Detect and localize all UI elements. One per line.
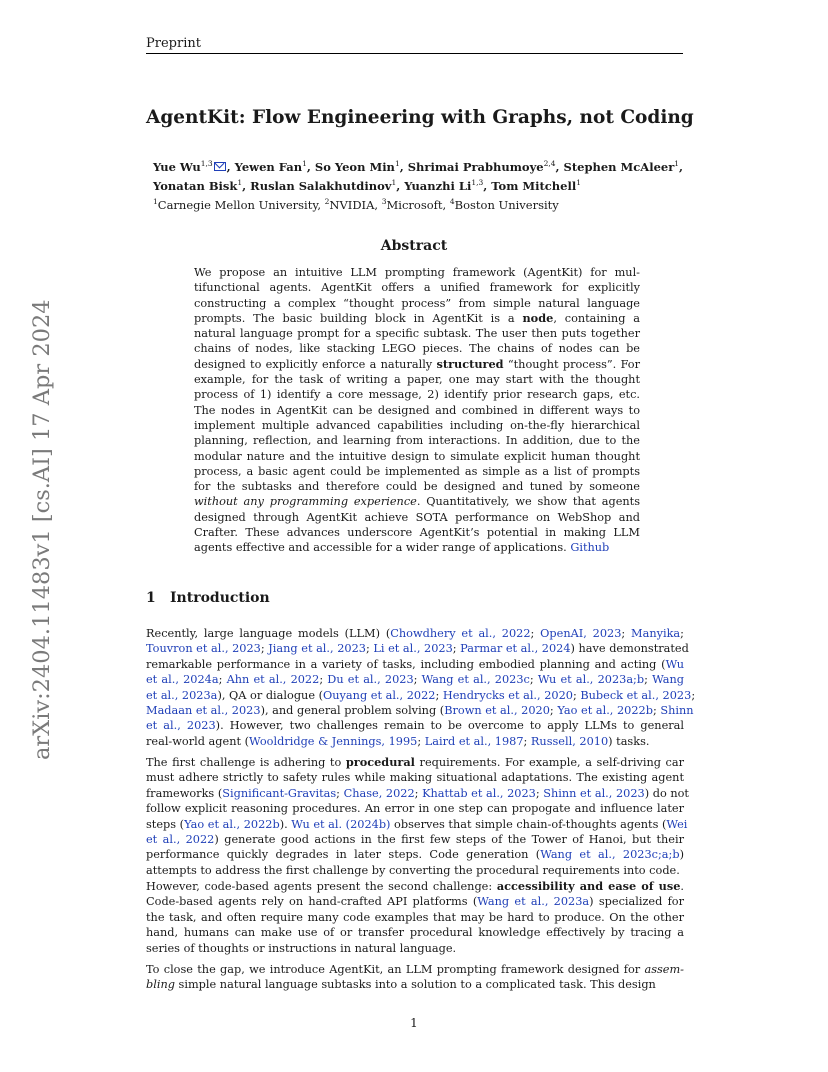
text-run: ; bbox=[417, 734, 425, 748]
citation-link[interactable]: Russell, 2010 bbox=[530, 734, 609, 748]
text-run: . bbox=[680, 880, 684, 893]
text-line bbox=[146, 977, 684, 992]
text-run: process, a basic agent could be implemented as simple as a list of prompts bbox=[194, 464, 640, 478]
text-line bbox=[194, 494, 640, 509]
text-run: ; bbox=[621, 627, 632, 640]
text-run: ) specialized for bbox=[589, 895, 684, 909]
text-run: ; bbox=[652, 704, 661, 718]
emphasis-bold: structured bbox=[436, 356, 504, 371]
citation-link[interactable]: Shinn bbox=[660, 704, 694, 718]
author-name: Yuanzhi Li bbox=[404, 179, 472, 193]
text-line bbox=[194, 510, 640, 525]
text-line bbox=[146, 925, 684, 940]
text-run: ) tasks. bbox=[608, 734, 650, 748]
text-run: prompts. The basic building block in AgentKit is a bbox=[194, 311, 523, 325]
affiliation-marker: 4 bbox=[449, 197, 455, 206]
affiliation-line bbox=[153, 196, 693, 215]
text-run: ; bbox=[365, 642, 374, 656]
text-line bbox=[146, 703, 694, 718]
text-line bbox=[194, 372, 640, 387]
text-line bbox=[194, 418, 640, 433]
author-name: Yewen Fan bbox=[234, 160, 303, 174]
text-run: designed to explicitly enforce a naturally bbox=[194, 357, 437, 371]
citation-link[interactable]: Laird et al., 1987 bbox=[424, 734, 524, 748]
citation-link[interactable]: Wooldridge & Jennings, 1995 bbox=[249, 734, 418, 748]
citation-link[interactable]: Significant-Gravitas bbox=[222, 786, 337, 800]
citation-link[interactable]: Bubeck et al., 2023 bbox=[580, 688, 692, 702]
text-run: ; bbox=[535, 786, 544, 800]
text-run: modular nature and the intuitive design to simulate explicit human thought bbox=[194, 449, 640, 463]
affiliation-marker: 2 bbox=[324, 197, 330, 206]
envelope-icon[interactable] bbox=[214, 162, 226, 171]
text-run: frameworks ( bbox=[146, 786, 223, 800]
emphasis-bold: node bbox=[522, 310, 554, 325]
text-line bbox=[146, 879, 684, 894]
citation-link[interactable]: Wu et al. (2024b) bbox=[291, 817, 391, 831]
affiliation-marker: 2,4 bbox=[543, 159, 556, 168]
text-line bbox=[146, 847, 684, 862]
text-run: remarkable performance in a variety of tasks, including embodied planning and acting ( bbox=[146, 657, 666, 671]
text-run: . Quantitatively, we show that agents bbox=[416, 495, 640, 509]
affiliation-marker: 3 bbox=[381, 197, 387, 206]
abstract-heading: Abstract bbox=[380, 238, 448, 254]
text-run: ; bbox=[218, 673, 227, 687]
text-line bbox=[146, 817, 688, 832]
author-name: Yue Wu bbox=[153, 160, 201, 174]
text-line bbox=[194, 326, 640, 341]
text-run: must adhere strictly to safety rules while making situational adaptations. The existing agent bbox=[146, 771, 684, 785]
separator: , bbox=[679, 160, 684, 174]
text-line bbox=[146, 801, 684, 816]
text-run: tifunctional agents. AgentKit offers a unified framework for explicitly bbox=[194, 281, 640, 295]
author-line bbox=[153, 177, 693, 196]
text-run: designed through AgentKit achieve SOTA performance on WebShop and bbox=[194, 510, 640, 524]
citation-link[interactable]: Madaan et al., 2023 bbox=[146, 704, 261, 718]
text-line bbox=[146, 718, 684, 733]
separator: , bbox=[399, 160, 408, 174]
text-run: planning, reflection, and learning from interactions. In addition, due to the bbox=[194, 434, 640, 448]
text-run: series of thoughts or instructions in natural language. bbox=[146, 941, 457, 955]
text-line bbox=[146, 641, 689, 656]
separator: , bbox=[483, 179, 492, 193]
body-paragraph bbox=[146, 755, 689, 878]
text-line bbox=[146, 894, 684, 909]
text-run: ; bbox=[260, 642, 269, 656]
text-line bbox=[194, 479, 640, 494]
text-line bbox=[146, 657, 684, 672]
citation-link[interactable]: et al., 2022 bbox=[146, 833, 215, 847]
affiliation-name: Carnegie Mellon University, bbox=[157, 198, 325, 212]
citation-link[interactable]: Khattab et al., 2023 bbox=[422, 786, 536, 800]
text-run: observes that simple chain-of-thoughts agents ( bbox=[390, 817, 667, 831]
text-line bbox=[194, 403, 640, 418]
text-line bbox=[194, 311, 640, 326]
text-run: ; bbox=[336, 786, 344, 800]
text-run: ; bbox=[572, 688, 581, 702]
text-run: ; bbox=[414, 786, 423, 800]
citation-link[interactable]: Wang et al., 2023c bbox=[421, 673, 530, 687]
text-run: ; bbox=[644, 673, 653, 687]
text-run: Code-based agents rely on hand-crafted API platforms ( bbox=[146, 895, 478, 909]
author-name: Yonatan Bisk bbox=[153, 179, 238, 193]
text-line bbox=[146, 832, 684, 847]
affiliation-marker: 1 bbox=[302, 159, 307, 168]
text-run: the task, and often require many code examples that may be hard to produce. On the other bbox=[146, 910, 684, 924]
citation-link[interactable]: Wang et al., 2023c;a;b bbox=[540, 848, 680, 862]
citation-link[interactable]: Touvron et al., 2023 bbox=[146, 642, 261, 656]
section-title: Introduction bbox=[170, 590, 270, 606]
affiliation-marker: 1,3 bbox=[471, 178, 484, 187]
text-line bbox=[194, 433, 640, 448]
citation-link[interactable]: Manyika bbox=[631, 627, 681, 640]
affiliation-marker: 1 bbox=[394, 159, 400, 168]
text-run: ). However, two challenges remain to be overcome to apply LLMs to general bbox=[215, 719, 685, 733]
text-run: ; bbox=[523, 734, 531, 748]
citation-link[interactable]: et al., 2023a bbox=[146, 688, 218, 702]
text-run: We propose an intuitive LLM prompting framework (AgentKit) for mul- bbox=[194, 266, 640, 279]
affiliation-marker: 1 bbox=[237, 178, 243, 187]
citation-link[interactable]: Jiang et al., 2023 bbox=[268, 642, 366, 656]
text-line bbox=[194, 525, 640, 540]
citation-link[interactable]: Ouyang et al., 2022 bbox=[323, 688, 436, 702]
text-run: “thought process”. For bbox=[503, 357, 640, 371]
text-line bbox=[146, 672, 684, 687]
page-number: 1 bbox=[410, 1016, 418, 1030]
text-run: ; bbox=[529, 673, 538, 687]
text-line bbox=[194, 449, 640, 464]
abstract-text bbox=[194, 265, 640, 556]
text-line bbox=[194, 296, 640, 311]
emphasis-italic: bling bbox=[146, 978, 175, 992]
text-run: example, for the task of writing a paper, one may start with the thought bbox=[194, 373, 640, 387]
author-name: Stephen McAleer bbox=[563, 160, 675, 174]
citation-link[interactable]: Shinn et al., 2023 bbox=[543, 786, 645, 800]
text-line bbox=[194, 357, 640, 372]
text-run: process of 1) identify a core message, 2) identify prior research gaps, etc. bbox=[194, 388, 640, 402]
author-block bbox=[153, 158, 693, 215]
body-paragraph bbox=[146, 879, 684, 956]
text-run: natural language prompt for a specific subtask. The user then puts together bbox=[194, 327, 640, 341]
text-run: ; bbox=[452, 642, 461, 656]
citation-link[interactable]: Yao et al., 2022b bbox=[557, 704, 653, 718]
citation-link[interactable]: Hendrycks et al., 2020 bbox=[442, 688, 573, 702]
text-run: follow explicit reasoning procedures. An error in one step can propogate and influence later bbox=[146, 802, 684, 816]
citation-link[interactable]: Wang bbox=[652, 673, 684, 687]
affiliation-name: Microsoft, bbox=[386, 198, 450, 212]
text-line bbox=[146, 688, 696, 703]
text-run: implement multiple advanced capabilities including on-the-fly hierarchical bbox=[194, 418, 640, 432]
separator: , bbox=[306, 160, 315, 174]
citation-link[interactable]: Du et al., 2023 bbox=[327, 673, 414, 687]
text-run: attempts to address the first challenge by converting the procedural requirements into code. bbox=[146, 863, 680, 877]
affiliation-marker: 1 bbox=[153, 197, 158, 206]
text-run: ; bbox=[413, 673, 422, 687]
author-name: Shrimai Prabhumoye bbox=[407, 160, 544, 174]
affiliation-marker: 1 bbox=[391, 178, 397, 187]
text-line bbox=[146, 863, 684, 878]
text-line bbox=[146, 626, 684, 641]
citation-link[interactable]: Yao et al., 2022b bbox=[184, 817, 280, 831]
citation-link[interactable]: Li et al., 2023 bbox=[373, 642, 453, 656]
text-run: agents effective and accessible for a wider range of applications. bbox=[194, 541, 571, 555]
text-run: ; bbox=[435, 688, 443, 702]
text-line bbox=[194, 464, 640, 479]
citation-link[interactable]: OpenAI, 2023 bbox=[540, 627, 622, 640]
affiliation-name: NVIDIA, bbox=[329, 198, 382, 212]
citation-link[interactable]: Github bbox=[570, 541, 610, 555]
text-run: Crafter. These advances underscore AgentKit’s potential in making LLM bbox=[194, 526, 640, 540]
citation-link[interactable]: Parmar et al., 2024 bbox=[460, 642, 571, 656]
text-run: ) do not bbox=[644, 786, 689, 800]
citation-link[interactable]: et al., 2023 bbox=[146, 719, 216, 733]
separator: , bbox=[242, 179, 251, 193]
running-header: Preprint bbox=[146, 36, 201, 51]
text-run: To close the gap, we introduce AgentKit, an LLM prompting framework designed for bbox=[146, 963, 645, 976]
citation-link[interactable]: Wu bbox=[665, 657, 684, 671]
affiliation-marker: 1,3 bbox=[200, 159, 213, 168]
text-run: ), and general problem solving ( bbox=[260, 704, 445, 718]
text-run: for the subtasks and therefore could be designed and tuned by someone bbox=[194, 480, 640, 494]
text-run: ) have demonstrated bbox=[570, 642, 689, 656]
text-line bbox=[194, 280, 640, 295]
text-run: Recently, large language models (LLM) ( bbox=[146, 627, 391, 640]
text-run: However, code-based agents present the second challenge: bbox=[146, 880, 497, 893]
text-line bbox=[146, 941, 684, 956]
text-line bbox=[146, 755, 684, 770]
text-run: requirements. For example, a self-driving car bbox=[414, 756, 684, 769]
text-run: ; bbox=[549, 704, 558, 718]
text-run: hand, humans can make use of or transfer procedural knowledge effectively by tracing a bbox=[146, 926, 684, 940]
separator: , bbox=[226, 160, 235, 174]
text-run: ; bbox=[319, 673, 328, 687]
header-rule bbox=[146, 53, 683, 54]
text-run: ). bbox=[279, 817, 292, 831]
citation-link[interactable]: Ahn et al., 2022 bbox=[226, 673, 320, 687]
text-run: ; bbox=[530, 627, 541, 640]
text-line bbox=[146, 786, 689, 801]
citation-link[interactable]: Wang et al., 2023a bbox=[477, 895, 590, 909]
text-run: chains of nodes, like stacking LEGO pieces. The chains of nodes can be bbox=[194, 342, 640, 356]
text-run: real-world agent ( bbox=[146, 734, 250, 748]
separator: , bbox=[396, 179, 405, 193]
author-name: Ruslan Salakhutdinov bbox=[250, 179, 392, 193]
text-run: , containing a bbox=[553, 311, 640, 325]
arxiv-identifier: arXiv:2404.11483v1 [cs.AI] 17 Apr 2024 bbox=[29, 299, 55, 760]
citation-link[interactable]: Chase, 2022 bbox=[343, 786, 415, 800]
affiliation-marker: 1 bbox=[576, 178, 581, 187]
body-paragraph bbox=[146, 626, 696, 749]
body-paragraph bbox=[146, 962, 684, 993]
section-heading bbox=[146, 590, 270, 606]
text-line bbox=[194, 265, 640, 280]
text-run: ; bbox=[680, 627, 684, 640]
affiliation-name: Boston University bbox=[454, 198, 559, 212]
text-line bbox=[194, 341, 640, 356]
text-run: constructing a complex “thought process” from simple natural language bbox=[194, 296, 640, 310]
citation-link[interactable]: Chowdhery et al., 2022 bbox=[390, 627, 531, 640]
affiliation-marker: 1 bbox=[674, 159, 680, 168]
author-name: So Yeon Min bbox=[314, 160, 395, 174]
text-run: performance quickly degrades in later steps. Code generation ( bbox=[146, 848, 541, 862]
text-run: simple natural language subtasks into a solution to a complicated task. This design bbox=[174, 978, 656, 992]
author-name: Tom Mitchell bbox=[491, 179, 577, 193]
citation-link[interactable]: Wei bbox=[666, 817, 688, 831]
paper-title: AgentKit: Flow Engineering with Graphs, not Coding bbox=[146, 107, 694, 128]
text-line bbox=[146, 770, 684, 785]
text-run: steps ( bbox=[146, 817, 185, 831]
text-run: ), QA or dialogue ( bbox=[217, 688, 324, 702]
text-run: ) generate good actions in the first few steps of the Tower of Hanoi, but their bbox=[214, 833, 684, 847]
text-line bbox=[146, 910, 684, 925]
text-line bbox=[146, 962, 684, 977]
separator: , bbox=[555, 160, 564, 174]
citation-link[interactable]: Wu et al., 2023a;b bbox=[537, 673, 645, 687]
section-number: 1 bbox=[146, 590, 156, 606]
author-line bbox=[153, 158, 693, 177]
citation-link[interactable]: et al., 2024a bbox=[146, 673, 219, 687]
citation-link[interactable]: Brown et al., 2020 bbox=[444, 704, 550, 718]
text-line bbox=[146, 734, 684, 749]
text-line bbox=[194, 387, 640, 402]
text-run: ) bbox=[679, 848, 684, 862]
text-run: The nodes in AgentKit can be designed and combined in different ways to bbox=[194, 403, 640, 417]
text-run: ; bbox=[691, 688, 696, 702]
emphasis-italic: without any programming experience bbox=[194, 495, 417, 509]
emphasis-italic: assem- bbox=[644, 963, 684, 976]
emphasis-bold: procedural bbox=[345, 755, 415, 769]
text-run: The first challenge is adhering to bbox=[146, 756, 346, 769]
emphasis-bold: accessibility and ease of use bbox=[496, 879, 681, 893]
text-line bbox=[194, 540, 640, 555]
